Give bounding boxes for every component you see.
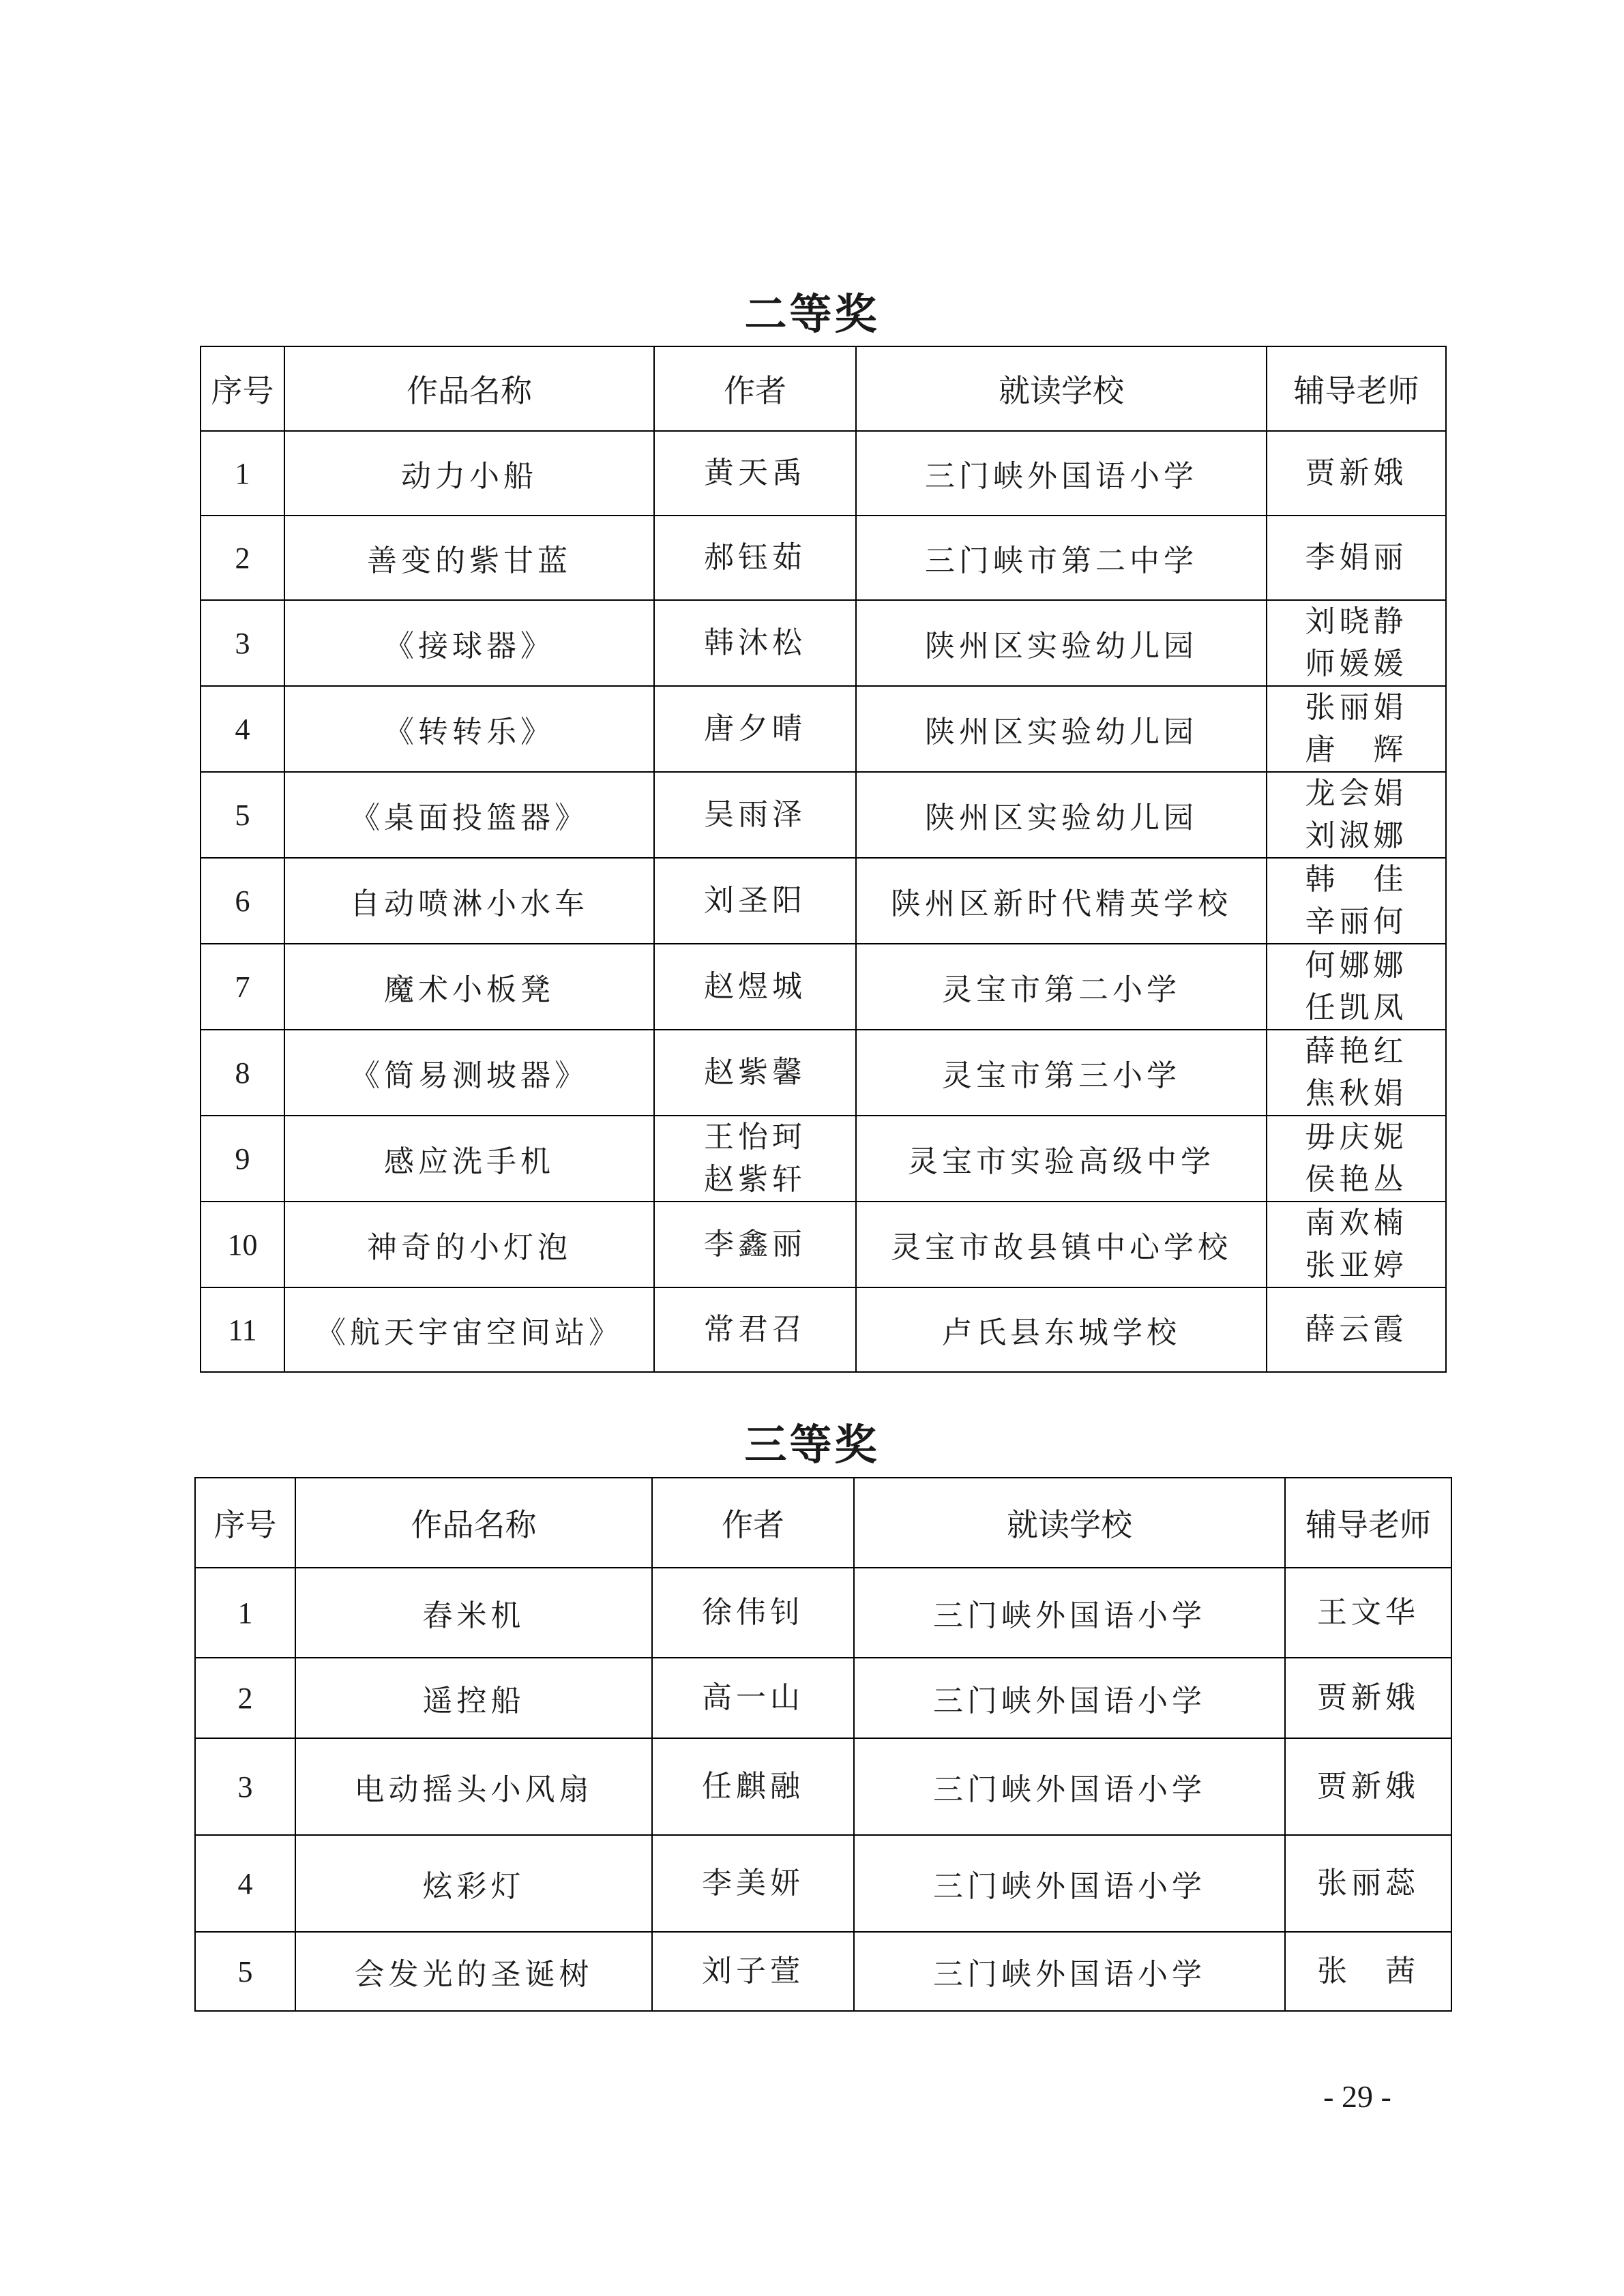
author-name-line: 任麒融 <box>702 1769 804 1804</box>
teacher-name-line: 南欢楠 <box>1305 1206 1408 1240</box>
author-name <box>652 1658 854 1738</box>
work-name: 炫彩灯 <box>295 1835 652 1932</box>
row-number: 3 <box>195 1738 295 1835</box>
third-prize-table <box>194 1477 1452 2012</box>
work-name: 《航天宇宙空间站》 <box>284 1287 654 1372</box>
teacher-name <box>1267 944 1446 1030</box>
teacher-name <box>1267 1116 1446 1202</box>
author-name <box>654 1287 856 1372</box>
table-row <box>195 1658 1451 1738</box>
school-name: 三门峡外国语小学 <box>854 1658 1285 1738</box>
teacher-name-line: 刘晓静 <box>1305 604 1408 639</box>
table-row <box>201 516 1446 600</box>
author-name-line: 吴雨泽 <box>704 797 806 832</box>
author-name-line: 黄天禹 <box>704 456 806 490</box>
teacher-name <box>1285 1568 1451 1658</box>
row-number: 11 <box>201 1287 284 1372</box>
teacher-name <box>1267 858 1446 944</box>
school-name: 陕州区实验幼儿园 <box>856 600 1267 686</box>
teacher-name-line: 韩 佳 <box>1305 862 1408 897</box>
work-name: 魔术小板凳 <box>284 944 654 1030</box>
author-name-line: 刘圣阳 <box>704 883 806 918</box>
header-work: 作品名称 <box>295 1478 652 1568</box>
teacher-name <box>1285 1658 1451 1738</box>
header-no: 序号 <box>195 1478 295 1568</box>
second-prize-body <box>201 431 1446 1372</box>
author-name <box>654 944 856 1030</box>
teacher-name <box>1285 1835 1451 1932</box>
table-header-row <box>201 346 1446 431</box>
teacher-name <box>1285 1738 1451 1835</box>
teacher-name-line: 毋庆妮 <box>1305 1120 1408 1154</box>
row-number: 4 <box>201 686 284 772</box>
school-name: 灵宝市故县镇中心学校 <box>856 1202 1267 1287</box>
header-teacher: 辅导老师 <box>1285 1478 1451 1568</box>
teacher-name-line: 张丽娟 <box>1305 690 1408 725</box>
author-name-line: 刘子萱 <box>702 1954 804 1988</box>
teacher-name <box>1267 686 1446 772</box>
teacher-name-line: 辛丽何 <box>1305 904 1408 939</box>
author-name <box>652 1932 854 2011</box>
author-name-line: 高一山 <box>702 1680 804 1715</box>
table-row <box>201 600 1446 686</box>
table-row <box>201 1202 1446 1287</box>
school-name: 三门峡外国语小学 <box>854 1835 1285 1932</box>
row-number: 5 <box>201 772 284 858</box>
teacher-name-line: 贾新娥 <box>1317 1680 1419 1715</box>
row-number: 2 <box>201 516 284 600</box>
third-prize-body <box>195 1568 1451 2011</box>
school-name: 陕州区实验幼儿园 <box>856 686 1267 772</box>
author-name <box>654 1116 856 1202</box>
row-number: 8 <box>201 1030 284 1116</box>
school-name: 灵宝市第三小学 <box>856 1030 1267 1116</box>
school-name: 三门峡外国语小学 <box>856 431 1267 516</box>
school-name: 陕州区实验幼儿园 <box>856 772 1267 858</box>
author-name <box>654 600 856 686</box>
table-row <box>195 1932 1451 2011</box>
author-name-line: 唐夕晴 <box>704 711 806 746</box>
table-row <box>201 858 1446 944</box>
row-number: 9 <box>201 1116 284 1202</box>
work-name: 《简易测坡器》 <box>284 1030 654 1116</box>
row-number: 10 <box>201 1202 284 1287</box>
author-name <box>654 516 856 600</box>
author-name <box>654 686 856 772</box>
work-name: 自动喷淋小水车 <box>284 858 654 944</box>
header-school: 就读学校 <box>856 346 1267 431</box>
teacher-name <box>1285 1932 1451 2011</box>
work-name: 《接球器》 <box>284 600 654 686</box>
teacher-name-line: 师媛媛 <box>1305 646 1408 681</box>
teacher-name <box>1267 431 1446 516</box>
author-name-line: 郝钰茹 <box>704 540 806 575</box>
work-name: 遥控船 <box>295 1658 652 1738</box>
table-row <box>201 1287 1446 1372</box>
teacher-name-line: 张亚婷 <box>1305 1248 1408 1283</box>
author-name-line: 李鑫丽 <box>704 1227 806 1262</box>
school-name: 三门峡外国语小学 <box>854 1932 1285 2011</box>
work-name: 《桌面投篮器》 <box>284 772 654 858</box>
teacher-name-line: 何娜娜 <box>1305 948 1408 983</box>
page-number: - 29 - <box>1323 2079 1391 2114</box>
teacher-name-line: 薛云霞 <box>1305 1312 1408 1347</box>
author-name-line: 王怡珂 <box>704 1120 806 1154</box>
school-name: 卢氏县东城学校 <box>856 1287 1267 1372</box>
author-name-line: 常君召 <box>704 1312 806 1347</box>
work-name: 电动摇头小风扇 <box>295 1738 652 1835</box>
teacher-name-line: 焦秋娟 <box>1305 1076 1408 1111</box>
author-name <box>652 1738 854 1835</box>
row-number: 1 <box>195 1568 295 1658</box>
teacher-name-line: 贾新娥 <box>1305 456 1408 490</box>
work-name: 动力小船 <box>284 431 654 516</box>
school-name: 三门峡外国语小学 <box>854 1738 1285 1835</box>
author-name-line: 徐伟钊 <box>702 1595 804 1630</box>
row-number: 7 <box>201 944 284 1030</box>
table-row <box>201 944 1446 1030</box>
header-school: 就读学校 <box>854 1478 1285 1568</box>
school-name: 灵宝市第二小学 <box>856 944 1267 1030</box>
author-name <box>654 431 856 516</box>
teacher-name-line: 薛艳红 <box>1305 1034 1408 1069</box>
author-name-line: 韩沐松 <box>704 625 806 660</box>
row-number: 2 <box>195 1658 295 1738</box>
table-header-row <box>195 1478 1451 1568</box>
teacher-name <box>1267 516 1446 600</box>
author-name <box>654 858 856 944</box>
header-teacher: 辅导老师 <box>1267 346 1446 431</box>
author-name-line: 李美妍 <box>702 1866 804 1900</box>
teacher-name <box>1267 600 1446 686</box>
row-number: 1 <box>201 431 284 516</box>
header-work: 作品名称 <box>284 346 654 431</box>
teacher-name <box>1267 1202 1446 1287</box>
teacher-name-line: 王文华 <box>1317 1595 1419 1630</box>
teacher-name-line: 任凯凤 <box>1305 990 1408 1025</box>
work-name: 善变的紫甘蓝 <box>284 516 654 600</box>
teacher-name <box>1267 1030 1446 1116</box>
work-name: 神奇的小灯泡 <box>284 1202 654 1287</box>
table-row <box>195 1835 1451 1932</box>
school-name: 三门峡市第二中学 <box>856 516 1267 600</box>
table-row <box>201 772 1446 858</box>
school-name: 三门峡外国语小学 <box>854 1568 1285 1658</box>
work-name: 舂米机 <box>295 1568 652 1658</box>
table-row <box>195 1738 1451 1835</box>
teacher-name-line: 李娟丽 <box>1305 540 1408 575</box>
second-prize-title: 二等奖 <box>744 289 880 339</box>
teacher-name-line: 侯艳丛 <box>1305 1162 1408 1197</box>
table-row <box>201 431 1446 516</box>
author-name <box>654 1030 856 1116</box>
school-name: 陕州区新时代精英学校 <box>856 858 1267 944</box>
teacher-name-line: 唐 辉 <box>1305 732 1408 767</box>
work-name: 会发光的圣诞树 <box>295 1932 652 2011</box>
author-name-line: 赵紫馨 <box>704 1055 806 1090</box>
teacher-name-line: 张丽蕊 <box>1317 1866 1419 1900</box>
school-name: 灵宝市实验高级中学 <box>856 1116 1267 1202</box>
author-name <box>652 1568 854 1658</box>
row-number: 6 <box>201 858 284 944</box>
author-name-line: 赵煜城 <box>704 969 806 1004</box>
third-prize-title: 三等奖 <box>744 1420 880 1470</box>
teacher-name-line: 龙会娟 <box>1305 776 1408 811</box>
header-author: 作者 <box>654 346 856 431</box>
second-prize-table <box>200 346 1447 1373</box>
table-row <box>201 686 1446 772</box>
teacher-name <box>1267 1287 1446 1372</box>
author-name <box>654 772 856 858</box>
author-name <box>654 1202 856 1287</box>
teacher-name-line: 张 茜 <box>1317 1954 1419 1988</box>
table-row <box>201 1030 1446 1116</box>
table-row <box>195 1568 1451 1658</box>
teacher-name <box>1267 772 1446 858</box>
header-author: 作者 <box>652 1478 854 1568</box>
row-number: 3 <box>201 600 284 686</box>
work-name: 感应洗手机 <box>284 1116 654 1202</box>
author-name-line: 赵紫轩 <box>704 1162 806 1197</box>
work-name: 《转转乐》 <box>284 686 654 772</box>
author-name <box>652 1835 854 1932</box>
row-number: 5 <box>195 1932 295 2011</box>
header-no: 序号 <box>201 346 284 431</box>
teacher-name-line: 刘淑娜 <box>1305 818 1408 853</box>
teacher-name-line: 贾新娥 <box>1317 1769 1419 1804</box>
row-number: 4 <box>195 1835 295 1932</box>
table-row <box>201 1116 1446 1202</box>
